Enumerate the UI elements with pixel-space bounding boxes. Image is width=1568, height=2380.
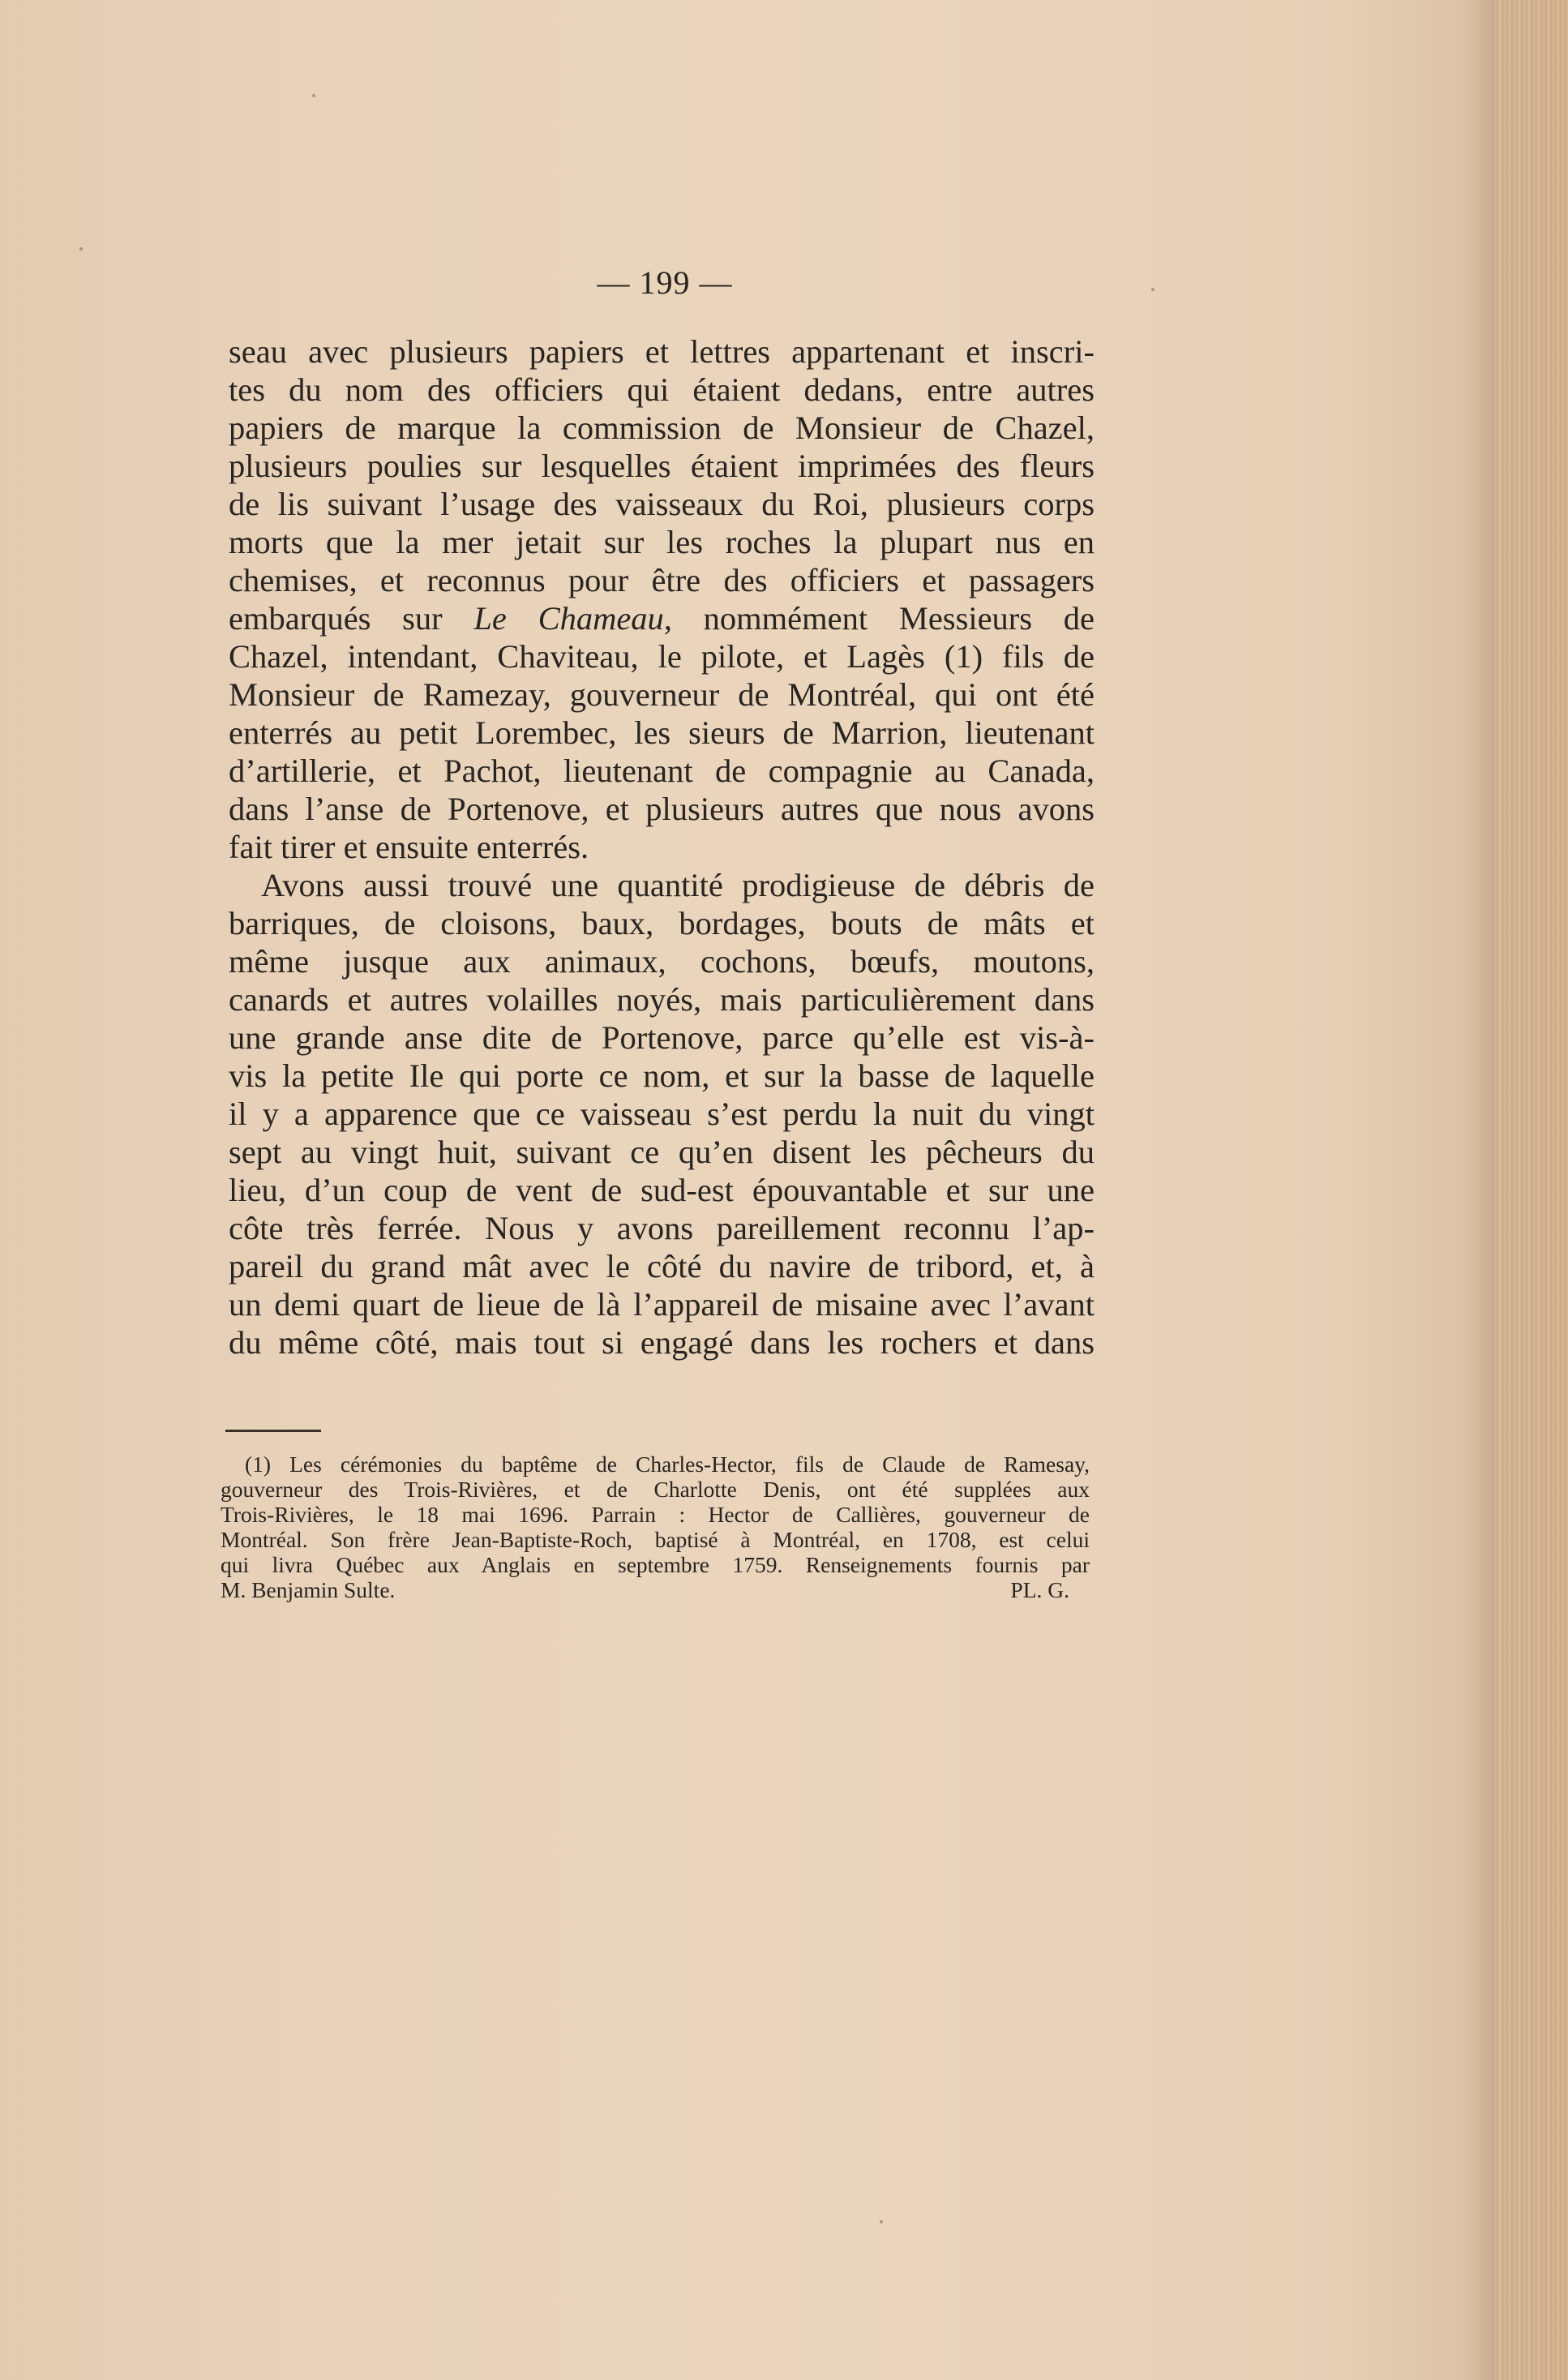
- footnote: [221, 1452, 1090, 1602]
- footnote-last-line: [221, 1577, 1090, 1602]
- body-text: [229, 332, 1095, 1362]
- footnote-line: qui livra Québec aux Anglais en septembre 1759. Renseignements fournis par: [221, 1552, 1090, 1577]
- text-line: dans l’anse de Portenove, et plusieurs autres que nous avons: [229, 791, 1095, 827]
- paper-speck: [79, 247, 83, 251]
- text-fragment: embarqués sur: [229, 600, 474, 637]
- text-line: Chazel, intendant, Chaviteau, le pilote, et Lagès (1) fils de: [229, 638, 1095, 675]
- text-line: d’artillerie, et Pachot, lieutenant de compagnie au Canada,: [229, 753, 1095, 789]
- text-line: Avons aussi trouvé une quantité prodigieuse de débris de: [261, 867, 1095, 903]
- footnote-line: M. Benjamin Sulte.: [221, 1577, 396, 1602]
- page-number: — 199 —: [597, 264, 733, 301]
- text-line: plusieurs poulies sur lesquelles étaient imprimées des fleurs: [229, 448, 1095, 484]
- text-line: de lis suivant l’usage des vaisseaux du Roi, plusieurs corps: [229, 486, 1095, 522]
- text-line: canards et autres volailles noyés, mais particulièrement dans: [229, 981, 1095, 1018]
- text-line: barriques, de cloisons, baux, bordages, bouts de mâts et: [229, 905, 1095, 941]
- text-line: chemises, et reconnus pour être des officiers et passagers: [229, 562, 1095, 598]
- text-line: une grande anse dite de Portenove, parce qu’elle est vis-à-: [229, 1019, 1095, 1056]
- text-line: même jusque aux animaux, cochons, bœufs, moutons,: [229, 943, 1095, 980]
- footnote-line: Montréal. Son frère Jean-Baptiste-Roch, baptisé à Montréal, en 1708, est celui: [221, 1527, 1090, 1552]
- page-edge: [1495, 0, 1568, 2380]
- text-line: tes du nom des officiers qui étaient dedans, entre autres: [229, 371, 1095, 408]
- text-line: seau avec plusieurs papiers et lettres appartenant et inscri-: [229, 333, 1095, 370]
- footnote-signature: PL. G.: [1010, 1577, 1069, 1602]
- text-line: du même côté, mais tout si engagé dans les rochers et dans: [229, 1324, 1095, 1361]
- footnote-line: (1) Les cérémonies du baptême de Charles-Hector, fils de Claude de Ramesay,: [245, 1452, 1090, 1477]
- text-line: vis la petite Ile qui porte ce nom, et sur la basse de laquelle: [229, 1057, 1095, 1094]
- footnote-line: gouverneur des Trois-Rivières, et de Charlotte Denis, ont été supplées aux: [221, 1477, 1090, 1502]
- text-line: lieu, d’un coup de vent de sud-est épouvantable et sur une: [229, 1172, 1095, 1208]
- text-line: pareil du grand mât avec le côté du navire de tribord, et, à: [229, 1248, 1095, 1284]
- text-line: enterrés au petit Lorembec, les sieurs de Marrion, lieutenant: [229, 714, 1095, 751]
- text-line: Monsieur de Ramezay, gouverneur de Montréal, qui ont été: [229, 676, 1095, 713]
- text-line: fait tirer et ensuite enterrés.: [229, 829, 589, 865]
- text-fragment: nommément Messieurs de: [671, 600, 1095, 637]
- paper-speck: [880, 2220, 883, 2223]
- ship-name: Le Chameau,: [473, 600, 672, 637]
- text-line: côte très ferrée. Nous y avons pareillement reconnu l’ap-: [229, 1210, 1095, 1246]
- footnote-line: Trois-Rivières, le 18 mai 1696. Parrain : Hector de Callières, gouverneur de: [221, 1502, 1090, 1527]
- text-line: sept au vingt huit, suivant ce qu’en disent les pêcheurs du: [229, 1134, 1095, 1170]
- text-line-with-italic: [229, 599, 1095, 637]
- footnote-divider: [225, 1430, 321, 1432]
- paper-speck: [312, 94, 315, 97]
- page-edge-shadow: [1463, 0, 1495, 2380]
- text-line: il y a apparence que ce vaisseau s’est perdu la nuit du vingt: [229, 1096, 1095, 1132]
- text-line: morts que la mer jetait sur les roches la plupart nus en: [229, 524, 1095, 560]
- text-line: papiers de marque la commission de Monsieur de Chazel,: [229, 410, 1095, 446]
- text-line: un demi quart de lieue de là l’appareil de misaine avec l’avant: [229, 1286, 1095, 1323]
